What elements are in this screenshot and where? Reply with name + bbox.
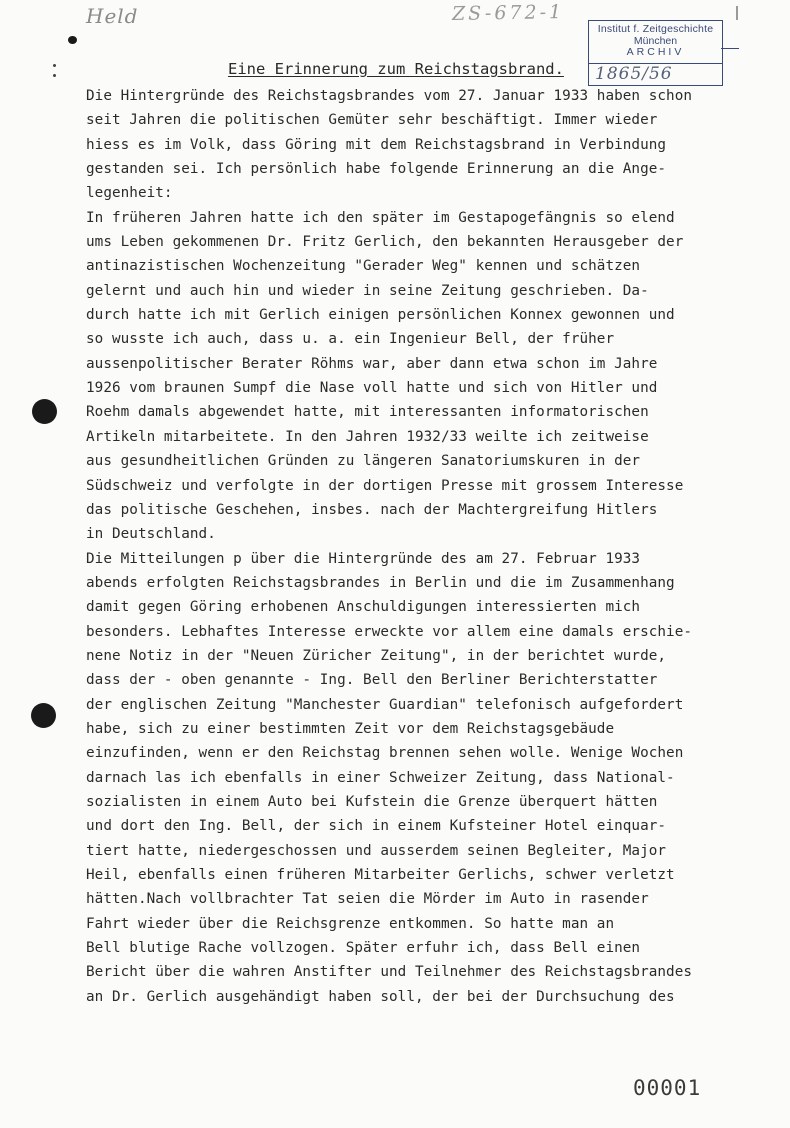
ink-speck — [53, 64, 56, 67]
archive-stamp — [588, 20, 723, 86]
text-line: in Deutschland. — [86, 526, 216, 543]
page-number: 00001 — [633, 1076, 702, 1100]
text-line: einzufinden, wenn er den Reichstag brennen sehen wolle. Wenige Wochen — [86, 745, 684, 762]
text-line: Artikeln mitarbeitete. In den Jahren 1932/33 weilte ich zeitweise — [86, 428, 649, 445]
text-line: nene Notiz in der "Neuen Züricher Zeitung", in der berichtet wurde, — [86, 647, 667, 664]
document-body — [86, 84, 766, 1009]
pencil-mark — [736, 6, 738, 20]
stamp-archive: ARCHIV — [626, 46, 685, 58]
text-line: Bell blutige Rache vollzogen. Später erfuhr ich, dass Bell einen — [86, 940, 641, 957]
text-line: Bericht über die wahren Anstifter und Teilnehmer des Reichstagsbrandes — [86, 964, 693, 981]
text-line: durch hatte ich mit Gerlich einigen persönlichen Konnex gewonnen und — [86, 307, 675, 324]
text-line: Roehm damals abgewendet hatte, mit interessanten informatorischen — [86, 404, 649, 421]
document-title: Eine Erinnerung zum Reichstagsbrand. — [228, 60, 564, 78]
text-line: hätten.Nach vollbrachter Tat seien die Mörder im Auto in rasender — [86, 891, 649, 908]
handwritten-reference: ZS-672-1 — [451, 1, 565, 25]
text-line: damit gegen Göring erhobenen Anschuldigungen interessierten mich — [86, 599, 641, 616]
text-line: Südschweiz und verfolgte in der dortigen Presse mit grossem Interesse — [86, 477, 684, 494]
text-line: habe, sich zu einer bestimmten Zeit vor dem Reichstagsgebäude — [86, 720, 615, 737]
text-line: 1926 vom braunen Sumpf die Nase voll hatte und sich von Hitler und — [86, 380, 658, 397]
handwritten-note: Held — [86, 4, 139, 28]
text-line: Die Hintergründe des Reichstagsbrandes vom 27. Januar 1933 haben schon — [86, 88, 693, 104]
stamp-institute: Institut f. Zeitgeschichte — [597, 23, 714, 35]
text-line: gestanden sei. Ich persönlich habe folgende Erinnerung an die Ange- — [86, 161, 667, 178]
text-line: Fahrt wieder über die Reichsgrenze entkommen. So hatte man an — [86, 915, 615, 932]
stamp-number: 1865/56 — [595, 64, 673, 84]
text-line: ums Leben gekommenen Dr. Fritz Gerlich, den bekannten Herausgeber der — [86, 234, 684, 251]
text-line: so wusste ich auch, dass u. a. ein Ingenieur Bell, der früher — [86, 331, 615, 348]
text-line: aus gesundheitlichen Gründen zu längeren Sanatoriumskuren in der — [86, 453, 641, 470]
text-line: antinazistischen Wochenzeitung "Gerader Weg" kennen und schätzen — [86, 258, 641, 275]
text-line: dass der - oben genannte - Ing. Bell den Berliner Berichterstatter — [86, 672, 658, 689]
stamp-city: München — [633, 35, 678, 47]
text-line: und dort den Ing. Bell, der sich in einem Kufsteiner Hotel einquar- — [86, 818, 667, 835]
text-line: Die Mitteilungen p über die Hintergründe des am 27. Februar 1933 — [86, 550, 641, 567]
text-line: legenheit: — [86, 185, 173, 202]
text-line: sozialisten in einem Auto bei Kufstein die Grenze überquert hätten — [86, 793, 658, 810]
text-line: gelernt und auch hin und wieder in seine Zeitung geschrieben. Da- — [86, 282, 649, 299]
text-line: abends erfolgten Reichstagsbrandes in Berlin und die im Zusammenhang — [86, 574, 675, 591]
text-line: Heil, ebenfalls einen früheren Mitarbeiter Gerlichs, schwer verletzt — [86, 867, 675, 883]
text-line: aussenpolitischer Berater Röhms war, aber dann etwa schon im Jahre — [86, 355, 658, 372]
text-line: besonders. Lebhaftes Interesse erweckte vor allem eine damals erschie- — [86, 623, 693, 640]
punch-hole-bottom — [31, 703, 56, 728]
text-line: an Dr. Gerlich ausgehändigt haben soll, der bei der Durchsuchung des — [86, 988, 675, 1005]
stamp-line-extension — [721, 48, 739, 49]
text-line: tiert hatte, niedergeschossen und ausserdem seinen Begleiter, Major — [86, 842, 667, 859]
text-line: hiess es im Volk, dass Göring mit dem Reichstagsbrand in Verbindung — [86, 136, 667, 153]
ink-spot — [68, 36, 77, 44]
ink-speck — [53, 74, 56, 77]
text-line: darnach las ich ebenfalls in einer Schweizer Zeitung, dass National- — [86, 769, 675, 786]
text-line: In früheren Jahren hatte ich den später im Gestapogefängnis so elend — [86, 209, 675, 226]
text-line: seit Jahren die politischen Gemüter sehr beschäftigt. Immer wieder — [86, 112, 658, 129]
text-line: das politische Geschehen, insbes. nach der Machtergreifung Hitlers — [86, 501, 658, 518]
text-line: der englischen Zeitung "Manchester Guardian" telefonisch aufgefordert — [86, 696, 684, 713]
punch-hole-top — [32, 399, 57, 424]
